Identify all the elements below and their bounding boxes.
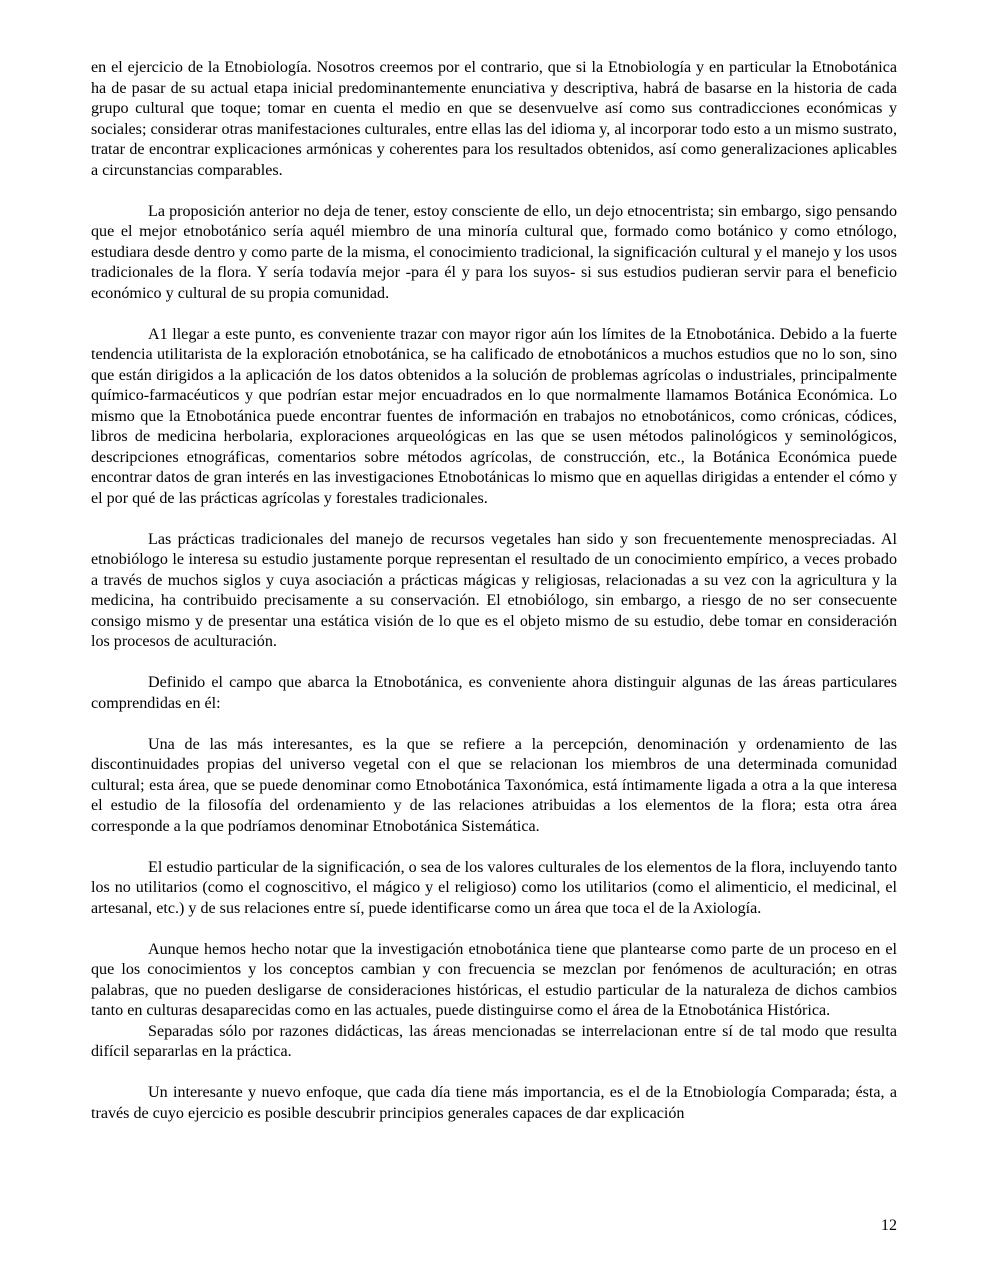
paragraph-axiology: El estudio particular de la significación, o sea de los valores culturales de los elementos de la flora, incluyendo tanto los no utilitarios (como el cognoscitivo, el mágico y el religioso) como los utilitarios (como el alimenticio, el medicinal, el artesanal, etc.) y de sus relaciones entre sí, puede identificarse como un área que toca el de la Axiología. — [91, 858, 897, 917]
paragraph-didactic: Separadas sólo por razones didácticas, las áreas mencionadas se interrelacionan entre sí de tal modo que resulta difícil separarlas en la práctica. — [91, 1022, 897, 1060]
paragraph-traditional-practices: Las prácticas tradicionales del manejo de recursos vegetales han sido y son frecuentemente menospreciadas. Al etnobiólogo le interesa su estudio justamente porque representan el resultado de un conocimiento empírico, a veces probado a través de muchos siglos y cuya asociación a prácticas mágicas y religiosas, relacionadas a su vez con la agricultura y la medicina, ha contribuido precisamente a su conservación. El etnobiólogo, sin embargo, a riesgo de no ser consecuente consigo mismo y de presentar una estática visión de lo que es el objeto mismo de su estudio, debe tomar en consideración los procesos de aculturación. — [91, 530, 897, 650]
paragraph-areas-intro: Definido el campo que abarca la Etnobotánica, es conveniente ahora distinguir algunas de las áreas particulares comprendidas en él: — [91, 674, 897, 712]
paragraph-continuation: en el ejercicio de la Etnobiología. Nosotros creemos por el contrario, que si la Etnobiología y en particular la Etnobotánica ha de pasar de su actual etapa inicial predominantemente enunciativa y descriptiva, habrá de basarse en la historia de cada grupo cultural que toque; tomar en cuenta el medio en que se desenvuelve así como sus contradicciones económicas y sociales; considerar otras manifestaciones culturales, entre ellas las del idioma y, al incorporar todo esto a un mismo sustrato, tratar de encontrar explicaciones armónicas y coherentes para los resultados obtenidos, así como generalizaciones aplicables a circunstancias comparables. — [91, 59, 897, 179]
paragraph-limits: A1 llegar a este punto, es conveniente trazar con mayor rigor aún los límites de la Etnobotánica. Debido a la fuerte tendencia utilitarista de la exploración etnobotánica, se ha calificado de etnobotánicos a muchos estudios que no lo son, sino que están dirigidos a la aplicación de los datos obtenidos a la solución de problemas agrícolas o industriales, principalmente químico-farmacéuticos y que podrían estar mejor encuadrados en lo que normalmente llamamos Botánica Económica. Lo mismo que la Etnobotánica puede encontrar fuentes de información en trabajos no etnobotánicos, como crónicas, códices, libros de medicina herbolaria, exploraciones arqueológicas en las que se usen métodos palinológicos y seminológicos, descripciones etnográficas, comentarios sobre métodos agrícolas, de construcción, etc., la Botánica Económica puede encontrar datos de gran interés en las investigaciones Etnobotánicas lo mismo que en aquellas dirigidas a entender el cómo y el por qué de las prácticas agrícolas y forestales tradicionales. — [91, 325, 897, 507]
paragraph-taxonomic: Una de las más interesantes, es la que se refiere a la percepción, denominación y ordenamiento de las discontinuidades propias del universo vegetal con el que se relacionan los miembros de una determinada comunidad cultural; esta área, que se puede denominar como Etnobotánica Taxonómica, está íntimamente ligada a otra a la que interesa el estudio de la filosofía del ordenamiento y de las relaciones atribuidas a los elementos de la flora; esta otra área corresponde a la que podríamos denominar Etnobotánica Sistemática. — [91, 735, 897, 835]
paragraph-comparative: Un interesante y nuevo enfoque, que cada día tiene más importancia, es el de la Etnobiología Comparada; ésta, a través de cuyo ejercicio es posible descubrir principios generales capaces de dar explicación — [91, 1084, 897, 1122]
document-body — [91, 58, 897, 1145]
page-number: 12 — [881, 1217, 897, 1234]
paragraph-proposition: La proposición anterior no deja de tener, estoy consciente de ello, un dejo etnocentrista; sin embargo, sigo pensando que el mejor etnobotánico sería aquél miembro de una minoría cultural que, formado como botánico y como etnólogo, estudiara desde dentro y como parte de la misma, el conocimiento tradicional, la significación cultural y el manejo y los usos tradicionales de la flora. Y sería todavía mejor -para él y para los suyos- si sus estudios pudieran servir para el beneficio económico y cultural de su propia comunidad. — [91, 202, 897, 302]
paragraph-historical: Aunque hemos hecho notar que la investigación etnobotánica tiene que plantearse como parte de un proceso en el que los conocimientos y los conceptos cambian y con frecuencia se mezclan por fenómenos de aculturación; en otras palabras, que no pueden desligarse de consideraciones históricas, el estudio particular de la naturaleza de dichos cambios tanto en culturas desaparecidas como en las actuales, puede distinguirse como el área de la Etnobotánica Histórica. — [91, 940, 897, 1019]
